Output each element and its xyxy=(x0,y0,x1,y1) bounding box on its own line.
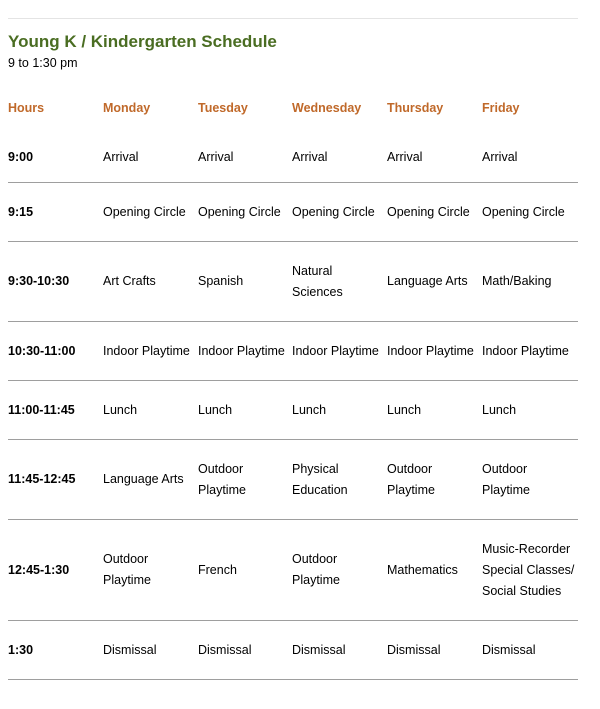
page-title: Young K / Kindergarten Schedule xyxy=(8,32,277,51)
hour-cell: 9:00 xyxy=(8,132,103,183)
header-thursday: Thursday xyxy=(387,100,444,115)
activity-cell-tuesday: Spanish xyxy=(198,242,292,322)
activity-cell-friday: Arrival xyxy=(482,132,578,183)
activity-cell-wednesday: Natural Sciences xyxy=(292,242,387,322)
activity-cell-friday: Music-Recorder Special Classes/ Social Studies xyxy=(482,520,578,621)
header-hours: Hours xyxy=(8,100,45,115)
header-wednesday: Wednesday xyxy=(292,100,362,115)
activity-cell-monday: Dismissal xyxy=(103,621,198,680)
schedule-row xyxy=(8,621,578,680)
hour-cell: 1:30 xyxy=(8,621,103,680)
activity-cell-wednesday: Indoor Playtime xyxy=(292,322,387,381)
schedule-row xyxy=(8,132,578,183)
activity-cell-monday: Lunch xyxy=(103,381,198,440)
hour-cell: 11:45-12:45 xyxy=(8,440,103,520)
activity-cell-thursday: Arrival xyxy=(387,132,482,183)
activity-cell-monday: Outdoor Playtime xyxy=(103,520,198,621)
header-monday: Monday xyxy=(103,100,151,115)
activity-cell-tuesday: Outdoor Playtime xyxy=(198,440,292,520)
activity-cell-monday: Art Crafts xyxy=(103,242,198,322)
activity-cell-tuesday: Dismissal xyxy=(198,621,292,680)
activity-cell-wednesday: Lunch xyxy=(292,381,387,440)
header-tuesday: Tuesday xyxy=(198,100,248,115)
activity-cell-wednesday: Physical Education xyxy=(292,440,387,520)
activity-cell-tuesday: Lunch xyxy=(198,381,292,440)
activity-cell-tuesday: Opening Circle xyxy=(198,183,292,242)
activity-cell-thursday: Opening Circle xyxy=(387,183,482,242)
schedule-row xyxy=(8,183,578,242)
activity-cell-thursday: Outdoor Playtime xyxy=(387,440,482,520)
schedule-row xyxy=(8,242,578,322)
activity-cell-friday: Outdoor Playtime xyxy=(482,440,578,520)
activity-cell-friday: Math/Baking xyxy=(482,242,578,322)
hour-cell: 11:00-11:45 xyxy=(8,381,103,440)
activity-cell-thursday: Dismissal xyxy=(387,621,482,680)
schedule-row xyxy=(8,440,578,520)
activity-cell-monday: Arrival xyxy=(103,132,198,183)
activity-cell-wednesday: Arrival xyxy=(292,132,387,183)
activity-cell-thursday: Indoor Playtime xyxy=(387,322,482,381)
activity-cell-friday: Dismissal xyxy=(482,621,578,680)
schedule-row xyxy=(8,520,578,621)
activity-cell-friday: Opening Circle xyxy=(482,183,578,242)
activity-cell-thursday: Lunch xyxy=(387,381,482,440)
activity-cell-tuesday: Arrival xyxy=(198,132,292,183)
hours-subtitle: 9 to 1:30 pm xyxy=(8,56,78,70)
activity-cell-tuesday: French xyxy=(198,520,292,621)
schedule-row xyxy=(8,322,578,381)
activity-cell-wednesday: Opening Circle xyxy=(292,183,387,242)
top-divider xyxy=(8,18,578,19)
activity-cell-thursday: Language Arts xyxy=(387,242,482,322)
activity-cell-thursday: Mathematics xyxy=(387,520,482,621)
schedule-row xyxy=(8,381,578,440)
activity-cell-tuesday: Indoor Playtime xyxy=(198,322,292,381)
activity-cell-monday: Language Arts xyxy=(103,440,198,520)
activity-cell-monday: Opening Circle xyxy=(103,183,198,242)
activity-cell-monday: Indoor Playtime xyxy=(103,322,198,381)
activity-cell-wednesday: Outdoor Playtime xyxy=(292,520,387,621)
hour-cell: 12:45-1:30 xyxy=(8,520,103,621)
header-row xyxy=(8,84,578,132)
activity-cell-friday: Lunch xyxy=(482,381,578,440)
activity-cell-friday: Indoor Playtime xyxy=(482,322,578,381)
header-friday: Friday xyxy=(482,100,520,115)
hour-cell: 9:30-10:30 xyxy=(8,242,103,322)
hour-cell: 9:15 xyxy=(8,183,103,242)
schedule-table xyxy=(8,84,578,680)
activity-cell-wednesday: Dismissal xyxy=(292,621,387,680)
schedule-body xyxy=(8,132,578,680)
hour-cell: 10:30-11:00 xyxy=(8,322,103,381)
